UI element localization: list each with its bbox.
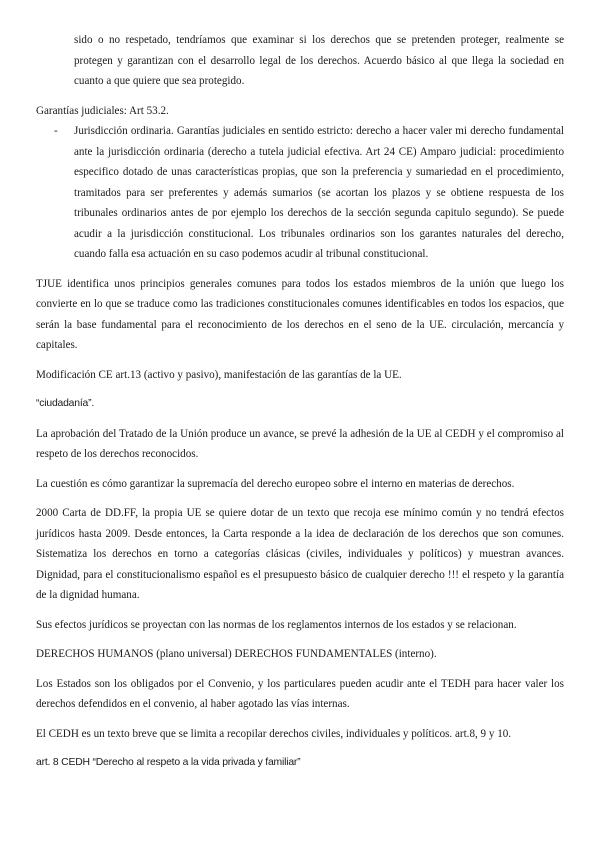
paragraph-art8: art. 8 CEDH “Derecho al respeto a la vida privada y familiar” [36, 757, 301, 768]
bullet-dash: - [54, 125, 58, 137]
paragraph-tjue: TJUE identifica unos principios generales comunes para todos los estados miembros de la unión que luego los convierte en lo que se traduce como las tradiciones constitucionales comunes identificables en todos los espacios, que serán la base fundamental para el reconocimiento de los derechos en el seno de la UE. circulación, mercancía y capitales. [36, 277, 564, 351]
paragraph-derechos-humanos: DERECHOS HUMANOS (plano universal) DERECHOS FUNDAMENTALES (interno). [36, 648, 437, 660]
bullet-item [36, 121, 564, 265]
paragraph-tratado: La aprobación del Tratado de la Unión produce un avance, se prevé la adhesión de la UE al CEDH y el compromiso al respeto de los derechos reconocidos. [36, 427, 564, 460]
document-page [36, 30, 564, 774]
paragraph-carta: 2000 Carta de DD.FF, la propia UE se quiere dotar de un texto que recoja ese mínimo común y no tendrá efectos jurídicos hasta 2009. Desde entonces, la Carta responde a la idea de declaración de los derechos que son comunes. Sistematiza los derechos en torno a categorías clásicas (civiles, individuales y políticos) y muestran avances. Dignidad, para el constitucionalismo español es el presupuesto básico de cualquier derecho !!! el respeto y la garantía de la dignidad humana. [36, 507, 564, 601]
paragraph-modificacion: Modificación CE art.13 (activo y pasivo), manifestación de las garantías de la UE. [36, 368, 402, 381]
paragraph-estados: Los Estados son los obligados por el Convenio, y los particulares pueden acudir ante el TEDH para hacer valer los derechos defendidos en el convenio, al haber agotado las vías internas. [36, 677, 564, 710]
paragraph-efectos: Sus efectos jurídicos se proyectan con las normas de los reglamentos internos de los estados y se relacionan. [36, 618, 517, 631]
paragraph-jurisdiccion: Jurisdicción ordinaria. Garantías judiciales en sentido estricto: derecho a hacer valer mi derecho fundamental ante la jurisdicción ordinaria (derecho a tutela judicial efectiva. Art 24 CE) Amparo judicial: procedimiento especifico dotado de unas características propias, que son la preferencia y sumariedad en el procedimiento, tramitados para ser preferentes y además sumarios (se acortan los plazos y se obtiene respuesta de los tribunales ordinarios antes de por ejemplo los derechos de la sección segunda capitulo segundo). Se puede acudir a la jurisdicción constitucional. Los tribunales ordinarios son los garantes naturales del derecho, cuando falla esa actuación en su caso podemos acudir al tribunal constitucional. [74, 125, 564, 260]
paragraph-cedh: El CEDH es un texto breve que se limita a recopilar derechos civiles, individuales y políticos. art.8, 9 y 10. [36, 727, 512, 740]
paragraph-intro: sido o no respetado, tendríamos que examinar si los derechos que se pretenden proteger, realmente se protegen y garantizan con el desarrollo legal de los derechos. Acuerdo básico al que llega la sociedad en cuanto a que quiere que sea protegido. [74, 34, 564, 87]
paragraph-garantias-heading: Garantías judiciales: Art 53.2. [36, 104, 169, 117]
paragraph-cuestion: La cuestión es cómo garantizar la supremacía del derecho europeo sobre el interno en materias de derechos. [36, 477, 515, 490]
paragraph-ciudadania: “ciudadanía”. [36, 398, 95, 409]
